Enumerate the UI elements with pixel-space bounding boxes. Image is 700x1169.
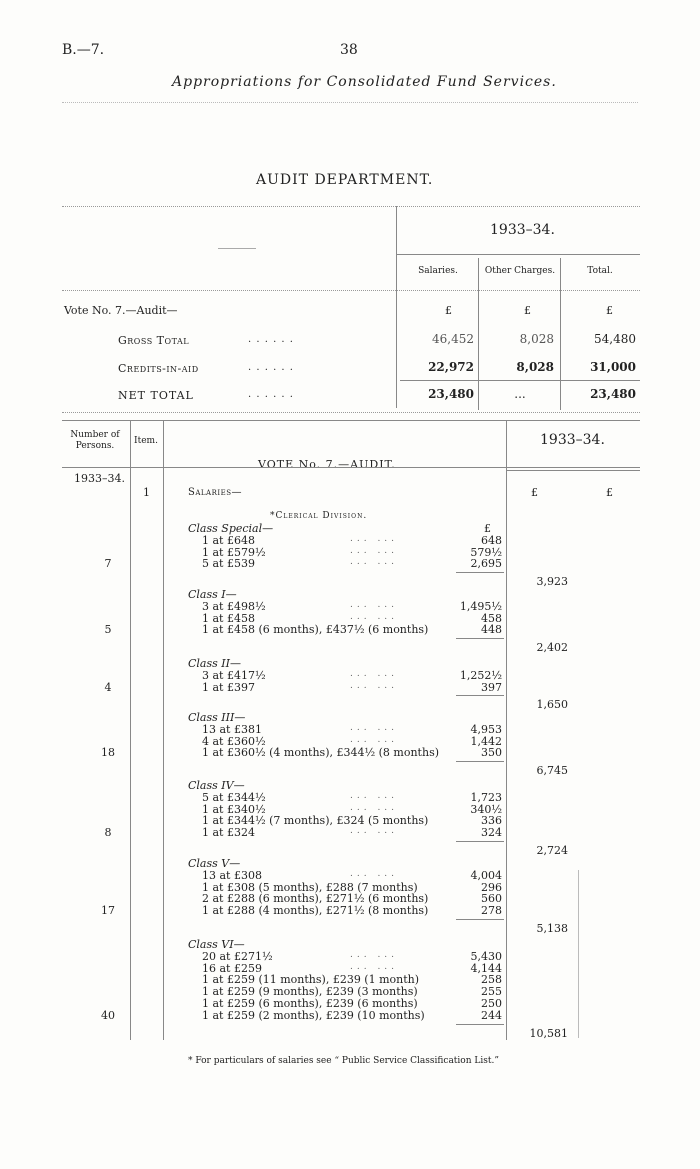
- salary-line-desc: 1 at £458: [202, 611, 255, 625]
- salary-line-amount: 458: [481, 611, 502, 625]
- salary-line-amount: 397: [481, 680, 502, 694]
- salary-line: [202, 669, 522, 681]
- salary-line-amount: 278: [481, 904, 502, 918]
- salary-line-desc: 4 at £360½: [202, 734, 266, 748]
- salary-line-desc: 1 at £397: [202, 680, 255, 694]
- class-person-count: 17: [101, 904, 115, 918]
- col-number-of-persons: Number of Persons.: [70, 430, 120, 451]
- salary-line: [202, 950, 522, 962]
- col-other-charges: Other Charges.: [484, 266, 556, 276]
- salary-line-desc: 1 at £344½ (7 months), £324 (5 months): [202, 814, 429, 828]
- salary-line: [202, 826, 522, 838]
- salary-line-leader: ... ...: [350, 802, 399, 813]
- item-divider: [163, 420, 164, 1040]
- salary-line: [202, 746, 522, 758]
- class-subtotal-rule: [456, 572, 504, 573]
- salary-line: [202, 814, 522, 826]
- class-name: Class VI—: [188, 938, 245, 951]
- class-subtotal-rule: [456, 761, 504, 762]
- salary-line-desc: 1 at £648: [202, 533, 255, 547]
- salary-line-amount: 244: [481, 1008, 502, 1022]
- salary-line-amount: 258: [481, 973, 502, 987]
- row-label: Gross Total: [118, 334, 190, 347]
- summary-year-rule: [396, 254, 640, 255]
- salary-line-desc: 1 at £259 (6 months), £239 (6 months): [202, 997, 418, 1010]
- class-name: Class Special—: [188, 522, 274, 535]
- salary-line-desc: 1 at £259 (9 months), £239 (3 months): [202, 985, 418, 999]
- col-salaries: Salaries.: [418, 266, 458, 276]
- class-subtotal-rule: [456, 919, 504, 920]
- row-other: 8,028: [519, 332, 554, 346]
- salary-line-desc: 1 at £458 (6 months), £437½ (6 months): [202, 623, 429, 637]
- salary-line-amount: 2,695: [470, 557, 502, 571]
- salary-line-leader: ... ...: [350, 734, 399, 745]
- salary-line-desc: 1 at £308 (5 months), £288 (7 months): [202, 880, 418, 894]
- salary-line: [202, 600, 522, 612]
- salary-line-leader: ... ...: [350, 611, 399, 622]
- row-label: NET TOTAL: [118, 389, 194, 402]
- salary-line-desc: 16 at £259: [202, 961, 262, 975]
- row-total: 31,000: [590, 360, 636, 374]
- salary-line-amount: 1,723: [470, 790, 502, 804]
- summary-top-rule: [62, 206, 640, 207]
- salary-line-amount: 4,004: [470, 868, 502, 882]
- class-person-count: 5: [104, 623, 112, 637]
- salary-line-leader: ... ...: [350, 868, 399, 879]
- salary-line-desc: 5 at £344½: [202, 790, 266, 804]
- salary-line-amount: 1,252½: [459, 668, 502, 682]
- salary-line-desc: 2 at £288 (6 months), £271½ (6 months): [202, 892, 429, 906]
- salary-line-amount: 350: [481, 746, 502, 760]
- salary-line: [202, 892, 522, 904]
- detail-header-rule: [62, 467, 640, 468]
- class-subtotal: 6,745: [536, 764, 568, 778]
- summary-divider: [396, 206, 397, 408]
- class-person-count: 8: [104, 826, 112, 840]
- salary-line-desc: 1 at £360½ (4 months), £344½ (8 months): [202, 746, 439, 760]
- class-name: Class I—: [188, 588, 237, 601]
- row-leader: . . . . . .: [248, 362, 294, 373]
- department-title: AUDIT DEPARTMENT.: [256, 172, 434, 188]
- detail-year: 1933–34.: [540, 432, 605, 448]
- salary-line-amount: 250: [481, 997, 502, 1010]
- salary-line: [202, 803, 522, 815]
- class-person-count: 7: [104, 557, 112, 571]
- pound-other: £: [524, 304, 531, 317]
- class-name: Class II—: [188, 657, 241, 670]
- page-number: 38: [340, 42, 358, 58]
- col-item: Item.: [134, 436, 158, 446]
- salary-line-desc: 5 at £539: [202, 557, 255, 571]
- salary-line: [202, 557, 522, 569]
- class-subtotal-rule: [456, 841, 504, 842]
- salary-line-leader: ... ...: [350, 668, 399, 679]
- class-subtotal: 2,402: [536, 641, 568, 655]
- salary-line-amount: 1,442: [470, 734, 502, 748]
- class-subtotal-rule: [456, 695, 504, 696]
- salary-line-amount: 4,953: [470, 722, 502, 736]
- row-total: 54,480: [594, 332, 636, 346]
- vote-title: VOTE No. 7.—AUDIT.: [258, 458, 396, 471]
- document-reference: B.—7.: [62, 42, 105, 58]
- summary-bottom-rule: [62, 412, 640, 413]
- pound-total: £: [606, 304, 613, 317]
- salary-line-leader: ... ...: [350, 790, 399, 801]
- row-other: 8,028: [516, 360, 554, 374]
- detail-top-rule: [62, 420, 640, 421]
- salary-line-amount: 324: [481, 826, 502, 840]
- salary-line: [202, 735, 522, 747]
- class-subtotal: 2,724: [536, 844, 568, 857]
- salary-line-amount: 560: [481, 892, 502, 906]
- salary-line-desc: 13 at £381: [202, 722, 262, 736]
- salary-line-desc: 20 at £271½: [202, 949, 273, 963]
- salary-line: [202, 973, 522, 985]
- footnote: * For particulars of salaries see “ Public Service Classification List.”: [188, 1056, 499, 1066]
- salary-line-desc: 1 at £579½: [202, 545, 266, 559]
- pound-lines: £: [484, 522, 491, 535]
- row-other: ...: [514, 387, 526, 401]
- salary-line-amount: 340½: [470, 802, 502, 816]
- salary-line-leader: ... ...: [350, 557, 399, 568]
- salary-line-amount: 579½: [470, 545, 502, 559]
- persons-divider: [130, 420, 131, 1040]
- salary-line: [202, 904, 522, 916]
- class-person-count: 18: [101, 746, 115, 760]
- row-total: 23,480: [590, 387, 636, 401]
- col-total: Total.: [587, 266, 613, 276]
- pound-subtotal: £: [531, 486, 538, 499]
- salary-line: [202, 612, 522, 624]
- summary-col-divider-1: [478, 258, 479, 410]
- salary-line-amount: 448: [481, 623, 502, 637]
- class-name: Class V—: [188, 857, 241, 870]
- salary-line-amount: 255: [481, 985, 502, 999]
- salary-line: [202, 881, 522, 893]
- salary-line: [202, 546, 522, 558]
- pound-total-col: £: [606, 486, 613, 499]
- salary-line: [202, 962, 522, 974]
- class-subtotal: 10,581: [529, 1026, 568, 1040]
- salary-line: [202, 791, 522, 803]
- row-label: Credits-in-aid: [118, 362, 199, 375]
- salary-line-amount: 4,144: [470, 961, 502, 975]
- summary-stub-dash: [218, 248, 256, 249]
- salary-line-leader: ... ...: [350, 599, 399, 610]
- salary-line-desc: 3 at £498½: [202, 599, 266, 613]
- salary-line: [202, 869, 522, 881]
- salary-line: [202, 723, 522, 735]
- detail-year-left: 1933–34.: [74, 472, 125, 485]
- total-col-faint-rule: [578, 870, 579, 1038]
- salary-line-amount: 648: [481, 533, 502, 547]
- salary-line-leader: ... ...: [350, 545, 399, 556]
- vote-label: Vote No. 7.—Audit—: [64, 304, 178, 317]
- class-name: Class IV—: [188, 779, 245, 792]
- class-subtotal-rule: [456, 1024, 504, 1025]
- division-title: *Clerical Division.: [270, 511, 368, 521]
- salary-line-desc: 1 at £259 (11 months), £239 (1 month): [202, 973, 420, 987]
- salary-line-desc: 1 at £259 (2 months), £239 (10 months): [202, 1008, 425, 1022]
- salary-line: [202, 681, 522, 693]
- page-title: Appropriations for Consolidated Fund Services.: [172, 74, 557, 90]
- salary-line-leader: ... ...: [350, 961, 399, 972]
- row-salaries: 46,452: [432, 332, 474, 346]
- header-rule: [62, 102, 638, 103]
- summary-net-rule: [400, 380, 640, 381]
- class-person-count: 40: [101, 1008, 115, 1022]
- salary-line-desc: 1 at £324: [202, 826, 255, 840]
- salary-line: [202, 534, 522, 546]
- salary-line-leader: ... ...: [350, 533, 399, 544]
- row-salaries: 23,480: [428, 387, 474, 401]
- class-subtotal: 3,923: [536, 575, 568, 589]
- summary-header-rule: [62, 290, 640, 291]
- salaries-label: Salaries—: [188, 487, 243, 498]
- salary-line-amount: 5,430: [470, 949, 502, 963]
- pound-salaries: £: [445, 304, 452, 317]
- salary-line-leader: ... ...: [350, 680, 399, 691]
- row-leader: . . . . . .: [248, 334, 294, 345]
- salary-line-desc: 13 at £308: [202, 868, 262, 882]
- summary-year: 1933–34.: [490, 222, 555, 238]
- item-number: 1: [143, 486, 150, 499]
- salary-line-leader: ... ...: [350, 826, 399, 837]
- salary-line-leader: ... ...: [350, 722, 399, 733]
- class-subtotal-rule: [456, 638, 504, 639]
- class-subtotal: 5,138: [536, 922, 568, 935]
- salary-line: [202, 985, 522, 997]
- class-name: Class III—: [188, 711, 246, 724]
- salary-line: [202, 997, 522, 1009]
- salary-line-amount: 296: [481, 880, 502, 894]
- salary-line: [202, 623, 522, 635]
- salary-line-amount: 1,495½: [459, 599, 502, 613]
- class-person-count: 4: [104, 680, 112, 694]
- detail-year-rule: [506, 470, 640, 471]
- class-subtotal: 1,650: [536, 698, 568, 712]
- row-leader: . . . . . .: [248, 389, 294, 400]
- salary-line-amount: 336: [481, 814, 502, 828]
- salary-line-desc: 1 at £288 (4 months), £271½ (8 months): [202, 904, 429, 918]
- salary-line-leader: ... ...: [350, 949, 399, 960]
- row-salaries: 22,972: [428, 360, 474, 374]
- salary-line-desc: 3 at £417½: [202, 668, 266, 682]
- salary-line-desc: 1 at £340½: [202, 802, 266, 816]
- salary-line: [202, 1009, 522, 1021]
